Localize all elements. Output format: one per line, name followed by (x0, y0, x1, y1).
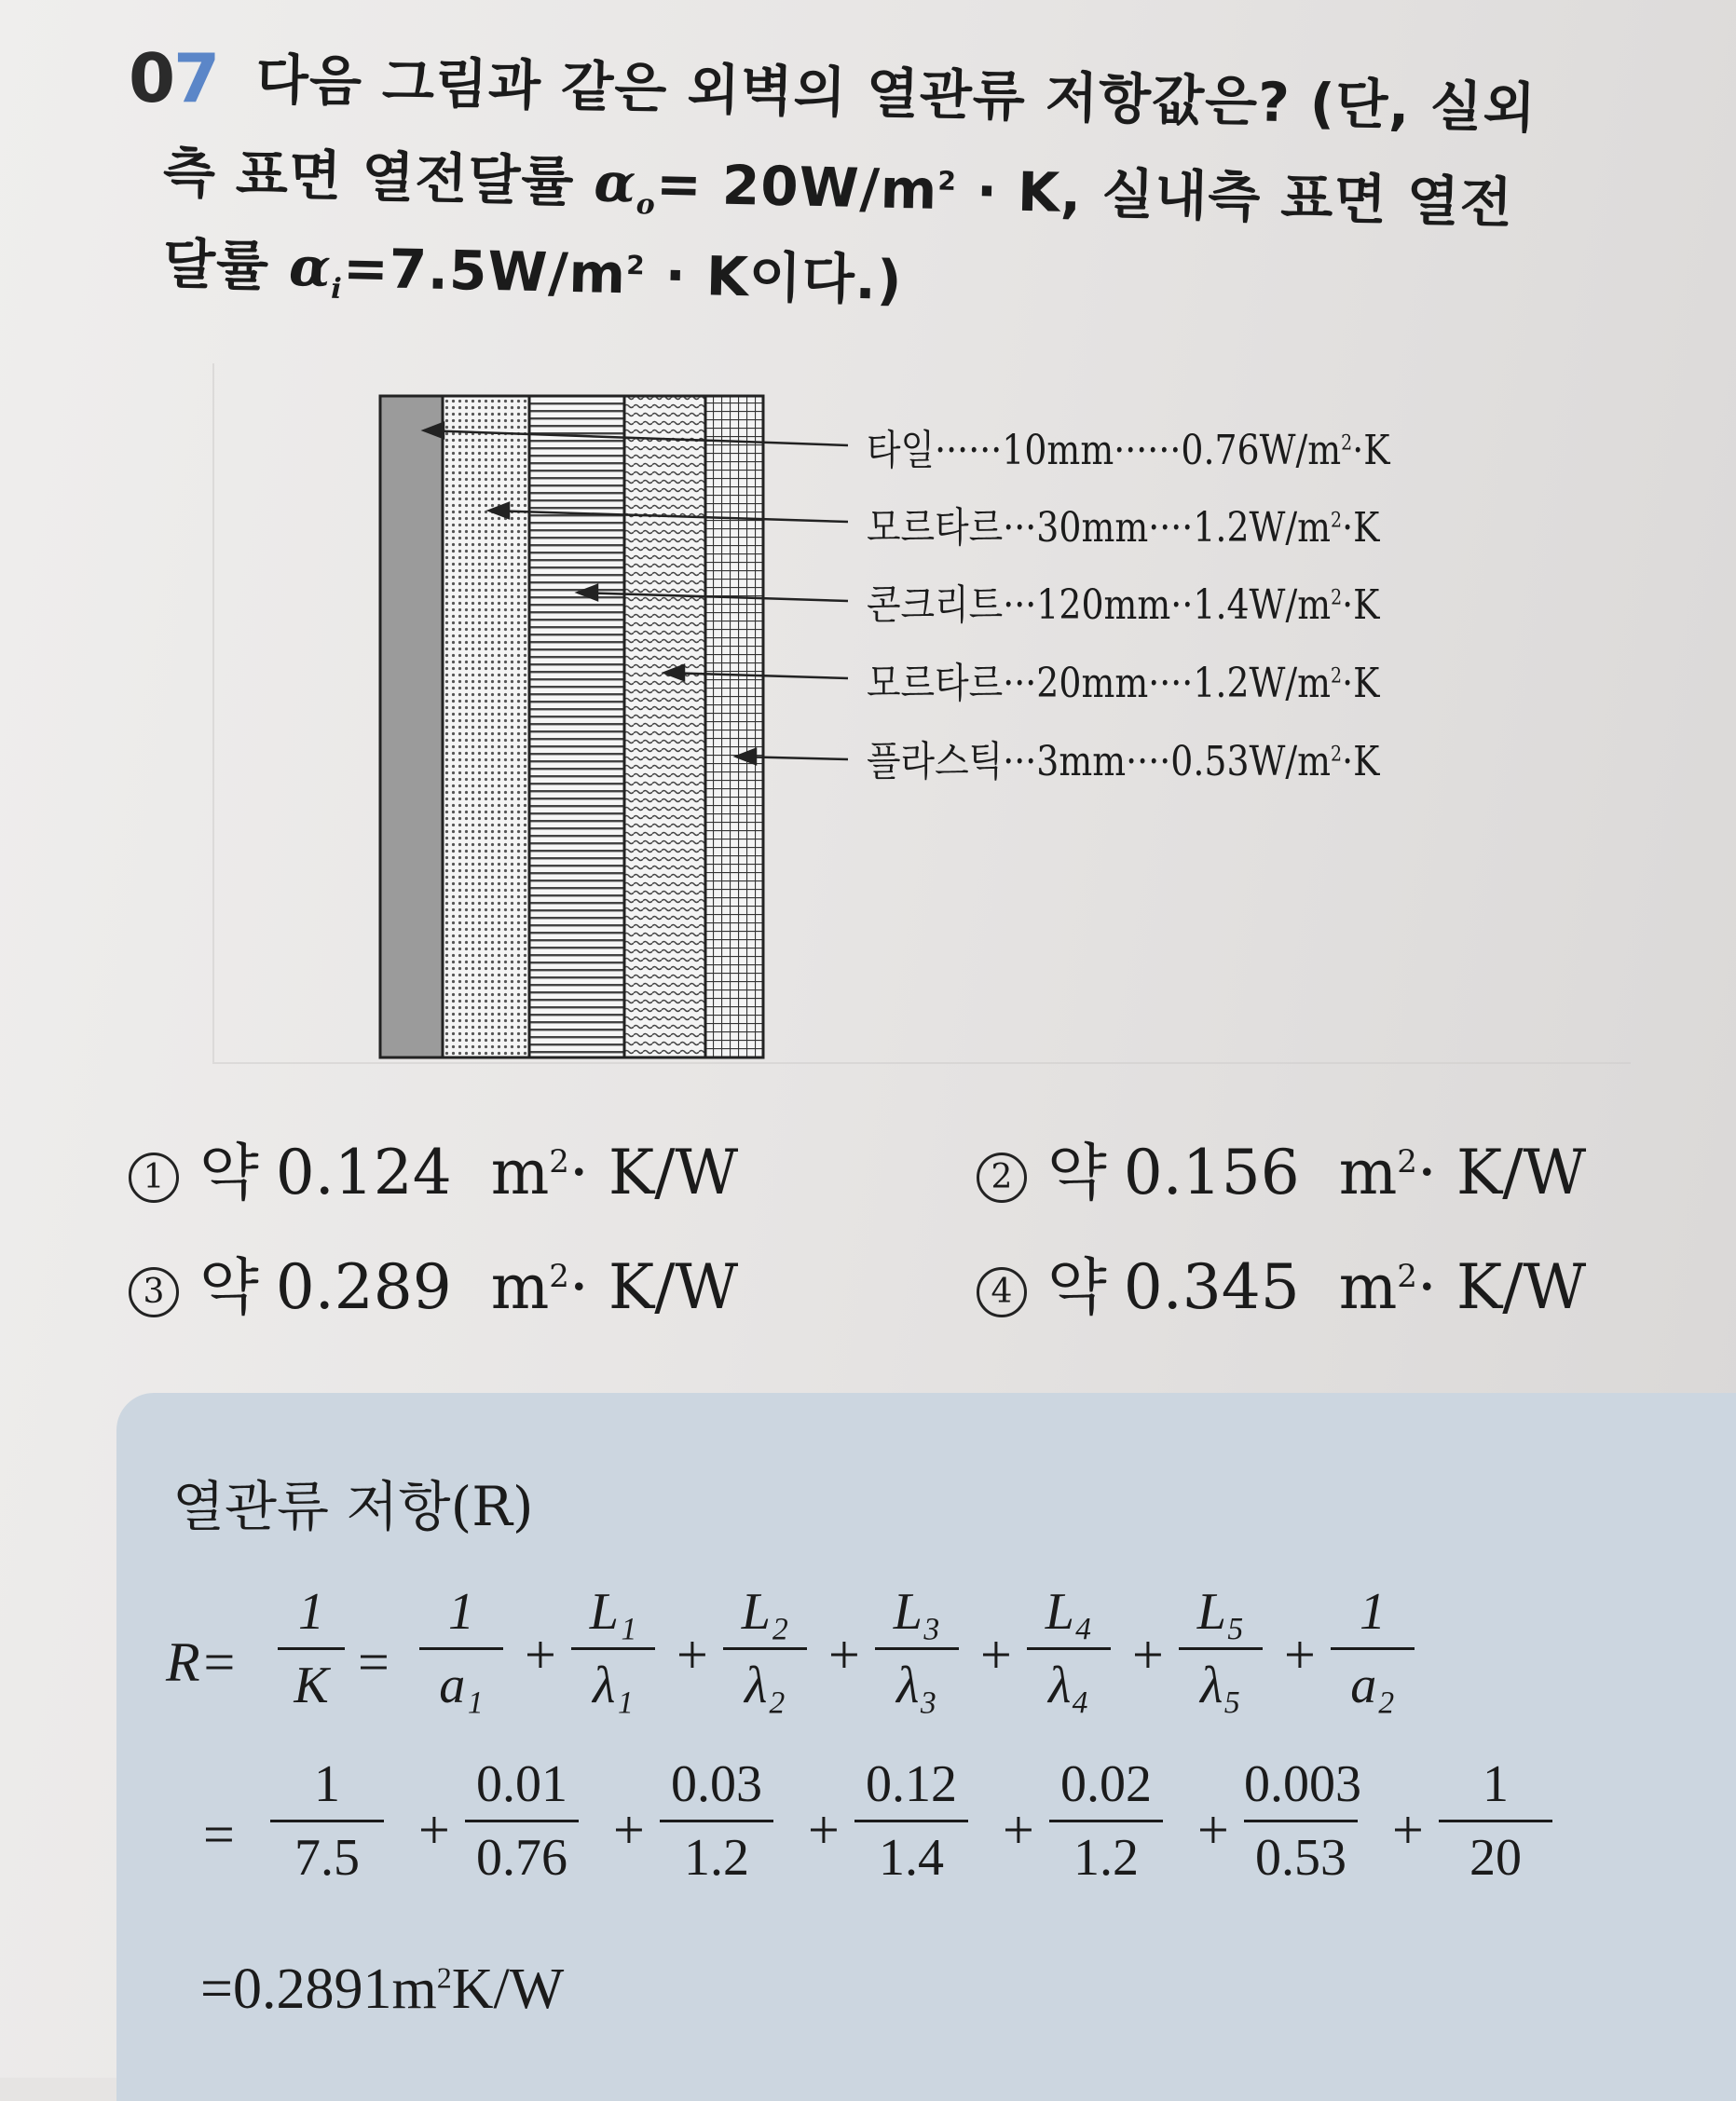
frac-bar (1027, 1647, 1111, 1650)
layer-unit-sup: 2 (1341, 431, 1353, 456)
layer-unit-post: ·K (1342, 581, 1380, 629)
option-value: 0.289 (275, 1251, 452, 1323)
question-line-3-post: · K이다.) (644, 242, 904, 312)
question-line-2-sup: 2 (937, 165, 958, 197)
eq-plus: + (828, 1624, 860, 1685)
frac-denominator: 1.4 (879, 1829, 944, 1887)
frac-denominator: λ₄ (1048, 1657, 1089, 1714)
eq-equals: = (358, 1631, 390, 1693)
layer-dots: ···· (1126, 738, 1171, 785)
layer-label-mortar-30 (867, 494, 1379, 553)
frac-numerator: L₅ (1196, 1583, 1245, 1641)
layer-label-tile (867, 416, 1389, 476)
option-value: 0.345 (1123, 1251, 1300, 1323)
layer-unit-post: ·K (1342, 738, 1380, 785)
question-line-3-sup: 2 (625, 249, 647, 281)
eq-fraction (1331, 1582, 1415, 1715)
option-3[interactable] (129, 1237, 738, 1326)
frac-numerator: 0.02 (1060, 1755, 1152, 1813)
layer-plastic (705, 396, 763, 1057)
option-number: 1 (129, 1153, 179, 1203)
layer-unit-post: ·K (1342, 504, 1380, 552)
layer-mortar-30 (443, 396, 529, 1057)
option-unit-post: · K/W (1416, 1137, 1587, 1208)
result-unit: K/W (451, 1958, 565, 2021)
layer-unit-sup: 2 (1331, 743, 1343, 767)
eq-plus: + (1197, 1799, 1229, 1861)
option-unit: m (490, 1251, 550, 1323)
layer-dots: ··· (1003, 738, 1037, 785)
layer-name: 플라스틱 (867, 738, 1004, 785)
eq-fraction (1049, 1754, 1163, 1888)
layer-label-mortar-20 (867, 649, 1379, 709)
frac-numerator: 1 (314, 1755, 340, 1813)
eq-equals-2: = (203, 1804, 235, 1865)
layer-thickness: 20mm (1036, 660, 1149, 707)
layer-unit-post: ·K (1352, 427, 1390, 474)
option-unit-sup: 2 (1397, 1143, 1417, 1180)
option-unit-sup: 2 (1397, 1258, 1417, 1295)
layer-name: 모르타르 (867, 504, 1004, 552)
layer-name: 모르타르 (867, 660, 1004, 707)
layer-conductivity: 1.2W/m (1193, 660, 1332, 707)
eq-fraction (465, 1754, 579, 1888)
frac-denominator: λ₂ (745, 1657, 786, 1714)
question-number-digit-0: 0 (129, 39, 174, 117)
layer-name: 타일 (867, 427, 936, 474)
eq-fraction (1179, 1582, 1263, 1715)
option-value: 0.156 (1123, 1137, 1300, 1208)
result-line (200, 1957, 564, 2023)
layer-thickness: 30mm (1036, 504, 1149, 552)
option-4[interactable] (977, 1237, 1586, 1326)
layer-unit-post: ·K (1342, 660, 1380, 707)
option-unit-post: · K/W (1416, 1251, 1587, 1323)
layer-label-plastic (867, 728, 1379, 787)
frac-bar (1331, 1647, 1415, 1650)
frac-denominator: λ₁ (593, 1657, 634, 1714)
frac-bar (660, 1820, 773, 1822)
frac-bar (1244, 1820, 1358, 1822)
layer-conductivity: 0.76W/m (1181, 427, 1342, 474)
frac-numerator: 0.003 (1244, 1755, 1361, 1813)
eq-fraction (270, 1754, 384, 1888)
eq-plus: + (613, 1799, 645, 1861)
question-line-2-pre: 측 표면 열전달률 (162, 141, 595, 214)
frac-numerator: L₃ (893, 1583, 941, 1641)
layer-mortar-20 (624, 396, 705, 1057)
layer-name: 콘크리트 (867, 581, 1004, 629)
eq-plus: + (1132, 1624, 1164, 1685)
eq-plus: + (677, 1624, 708, 1685)
eq-fraction (1027, 1582, 1111, 1715)
alpha-i-symbol: α (288, 235, 333, 300)
frac-numerator: 1 (1360, 1583, 1386, 1641)
option-prefix: 약 (1047, 1251, 1107, 1323)
layer-dots: ·· (1170, 581, 1194, 629)
question-line-3-mid: =7.5W/m (342, 236, 627, 307)
eq-fraction (875, 1582, 959, 1715)
frac-bar (465, 1820, 579, 1822)
frac-bar (270, 1820, 384, 1822)
eq-lhs: R= (166, 1631, 239, 1693)
layer-unit-sup: 2 (1331, 586, 1343, 610)
frac-bar (875, 1647, 959, 1650)
option-unit-post: · K/W (568, 1251, 739, 1323)
layer-tile (380, 396, 443, 1057)
question-line-3-pre: 달률 (162, 232, 290, 299)
eq-fraction (723, 1582, 807, 1715)
eq-fraction (660, 1754, 773, 1888)
layer-dots: ··· (1003, 660, 1037, 707)
frac-denominator: 7.5 (294, 1829, 360, 1887)
layer-thickness: 10mm (1002, 427, 1114, 474)
solution-title-symbol: (R) (450, 1475, 534, 1538)
frac-bar (1049, 1820, 1163, 1822)
layer-dots: ··· (1003, 581, 1037, 629)
eq-plus: + (525, 1624, 556, 1685)
eq-fraction (1244, 1754, 1361, 1888)
question-line-2-mid: = 20W/m (655, 152, 939, 222)
frac-bar (1439, 1820, 1552, 1822)
option-1[interactable] (129, 1123, 738, 1211)
option-prefix: 약 (199, 1137, 259, 1208)
layer-label-concrete (867, 571, 1379, 631)
frac-denominator: 0.76 (476, 1829, 567, 1887)
option-number: 2 (977, 1153, 1027, 1203)
frac-bar (1179, 1647, 1263, 1650)
option-value: 0.124 (275, 1137, 452, 1208)
layer-conductivity: 0.53W/m (1170, 738, 1332, 785)
layer-conductivity: 1.4W/m (1193, 581, 1332, 629)
layer-dots: ··· (1003, 504, 1037, 552)
frac-bar (723, 1647, 807, 1650)
frac-numerator: 0.12 (866, 1755, 957, 1813)
layer-dots: ······ (1114, 427, 1182, 474)
frac-denominator: K (294, 1657, 329, 1714)
frac-bar (419, 1647, 503, 1650)
frac-numerator: 0.01 (476, 1755, 567, 1813)
option-unit: m (1338, 1137, 1398, 1208)
frac-denominator: a₂ (1350, 1657, 1395, 1714)
eq-plus: + (1003, 1799, 1034, 1861)
frac-numerator: 1 (448, 1583, 474, 1641)
frac-denominator: 0.53 (1255, 1829, 1346, 1887)
option-unit-sup: 2 (549, 1143, 569, 1180)
frac-denominator: λ₃ (896, 1657, 937, 1714)
alpha-o-subscript: o (636, 188, 657, 222)
question-line-2-post: · K, 실내측 표면 열전 (955, 158, 1514, 235)
solution-title (172, 1463, 534, 1541)
question-number-digit-7: 7 (173, 39, 219, 117)
eq-plus: + (808, 1799, 840, 1861)
layer-dots: ···· (1148, 504, 1194, 552)
result-sup: 2 (436, 1960, 452, 1995)
frac-numerator: L₁ (589, 1583, 637, 1641)
option-unit-post: · K/W (568, 1137, 739, 1208)
eq-fraction (1439, 1754, 1552, 1888)
option-prefix: 약 (1047, 1137, 1107, 1208)
result-value: =0.2891m (200, 1958, 437, 2021)
option-unit: m (1338, 1251, 1398, 1323)
layer-thickness: 3mm (1036, 738, 1127, 785)
eq-fraction (571, 1582, 655, 1715)
eq-plus: + (418, 1799, 450, 1861)
frac-denominator: 1.2 (1073, 1829, 1139, 1887)
frac-bar (854, 1820, 968, 1822)
layer-unit-sup: 2 (1331, 664, 1343, 689)
frac-numerator: L₂ (741, 1583, 789, 1641)
frac-numerator: 0.03 (671, 1755, 762, 1813)
eq-frac-1-over-K (278, 1582, 345, 1715)
layer-dots: ···· (1148, 660, 1194, 707)
frac-numerator: 1 (1483, 1755, 1509, 1813)
option-number: 3 (129, 1267, 179, 1317)
option-number: 4 (977, 1267, 1027, 1317)
eq-plus: + (1392, 1799, 1424, 1861)
frac-numerator: 1 (298, 1583, 324, 1641)
frac-numerator: L₄ (1045, 1583, 1093, 1641)
eq-plus: + (980, 1624, 1012, 1685)
eq-fraction (419, 1582, 503, 1715)
layer-dots: ······ (935, 427, 1003, 474)
solution-title-kr: 열관류 저항 (172, 1475, 451, 1538)
layer-conductivity: 1.2W/m (1193, 504, 1332, 552)
layer-thickness: 120mm (1036, 581, 1171, 629)
question-line-1: 다음 그림과 같은 외벽의 열관류 저항값은? (단, 실외 (255, 48, 1538, 141)
frac-bar (571, 1647, 655, 1650)
option-unit: m (490, 1137, 550, 1208)
alpha-i-subscript: i (330, 272, 344, 306)
layer-unit-sup: 2 (1331, 509, 1343, 533)
frac-denominator: λ₅ (1200, 1657, 1241, 1714)
alpha-o-symbol: α (593, 150, 637, 215)
frac-bar (278, 1647, 345, 1650)
layer-concrete (529, 396, 624, 1057)
frac-denominator: a₁ (439, 1657, 484, 1714)
option-prefix: 약 (199, 1251, 259, 1323)
frac-denominator: 20 (1469, 1829, 1522, 1887)
eq-plus: + (1284, 1624, 1316, 1685)
option-2[interactable] (977, 1123, 1586, 1211)
eq-fraction (854, 1754, 968, 1888)
option-unit-sup: 2 (549, 1258, 569, 1295)
frac-denominator: 1.2 (684, 1829, 749, 1887)
